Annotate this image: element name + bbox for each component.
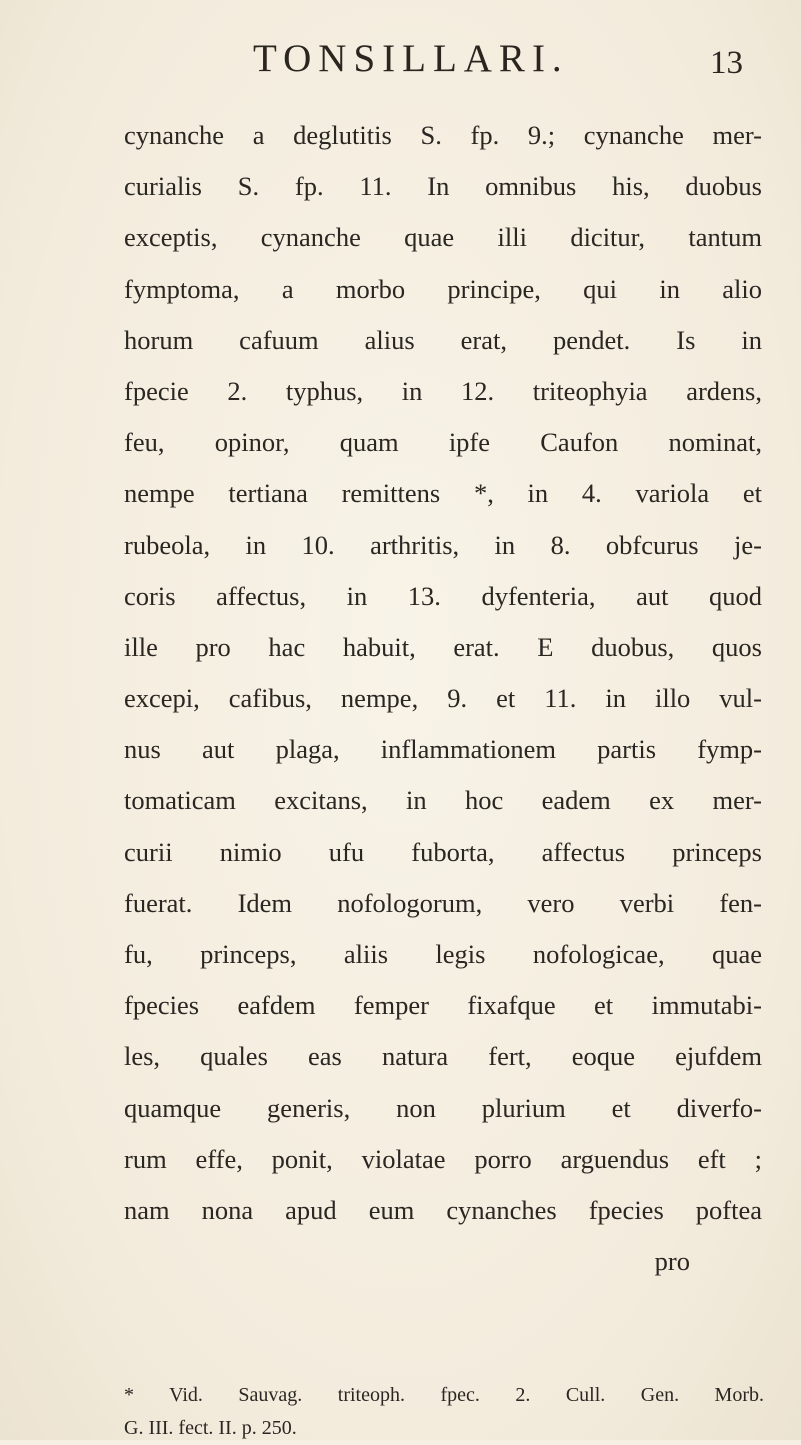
text-line: coris affectus, in 13. dyfenteria, aut quod xyxy=(124,580,762,611)
text-line: tomaticam excitans, in hoc eadem ex mer- xyxy=(124,785,762,816)
footnote-line: * Vid. Sauvag. triteoph. fpec. 2. Cull. Gen. Morb. xyxy=(124,1384,764,1406)
text-line: fpecies eafdem femper fixafque et immutabi- xyxy=(124,990,762,1021)
text-line: excepi, cafibus, nempe, 9. et 11. in illo vul- xyxy=(124,683,762,714)
text-line: feu, opinor, quam ipfe Caufon nominat, xyxy=(124,427,762,458)
running-head xyxy=(0,34,801,84)
text-line: fu, princeps, aliis legis nofologicae, quae xyxy=(124,939,762,969)
footnote xyxy=(124,1379,764,1445)
text-line: horum cafuum alius erat, pendet. Is in xyxy=(124,324,762,355)
text-line: curii nimio ufu fuborta, affectus princeps xyxy=(124,836,762,867)
footnote-line: G. III. fect. II. p. 250. xyxy=(124,1417,297,1439)
text-line: nam nona apud eum cynanches fpecies poftea xyxy=(124,1194,762,1225)
text-line: nempe tertiana remittens *, in 4. variola et xyxy=(124,478,762,509)
text-line: rubeola, in 10. arthritis, in 8. obfcurus je- xyxy=(124,529,762,560)
text-line: curialis S. fp. 11. In omnibus his, duobus xyxy=(124,171,762,202)
text-line: fpecie 2. typhus, in 12. triteophyia ardens, xyxy=(124,375,762,406)
text-line: rum effe, ponit, violatae porro arguendus eft ; xyxy=(124,1143,762,1174)
running-title: TONSILLARI. xyxy=(253,37,569,80)
page-number: 13 xyxy=(710,45,743,81)
catchword: pro xyxy=(654,1246,690,1277)
text-line: fuerat. Idem nofologorum, vero verbi fen- xyxy=(124,887,762,918)
text-line: fymptoma, a morbo principe, qui in alio xyxy=(124,273,762,304)
text-line: quamque generis, non plurium et diverfo- xyxy=(124,1092,762,1123)
text-line: ille pro hac habuit, erat. E duobus, quos xyxy=(124,631,762,662)
text-line: nus aut plaga, inflammationem partis fymp- xyxy=(124,734,762,765)
text-line: exceptis, cynanche quae illi dicitur, tantum xyxy=(124,222,762,253)
text-line: les, quales eas natura fert, eoque ejufdem xyxy=(124,1041,762,1072)
text-line: cynanche a deglutitis S. fp. 9.; cynanche mer- xyxy=(124,120,762,150)
body-text xyxy=(124,110,762,1287)
